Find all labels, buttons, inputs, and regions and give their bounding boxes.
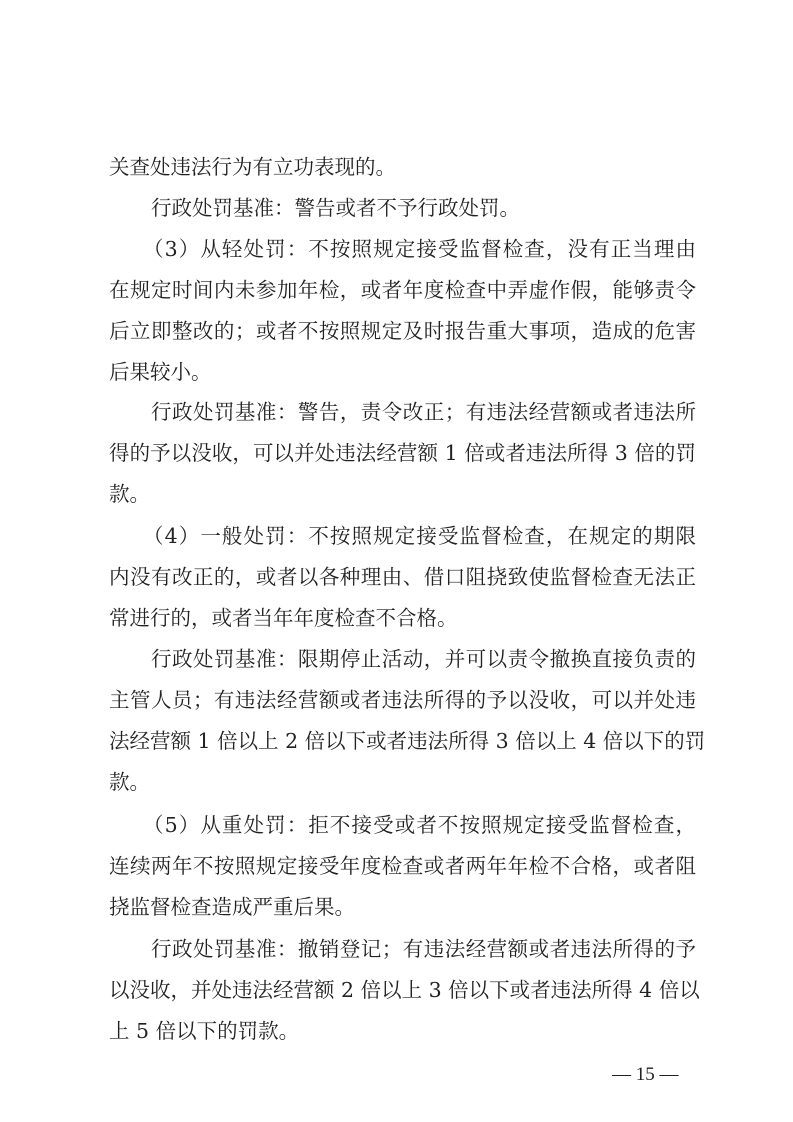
text-line: 行政处罚基准：警告或者不予行政处罚。: [151, 196, 520, 220]
text-line: 连续两年不按照规定接受年度检查或者两年年检不合格，或者阻: [109, 854, 696, 878]
text-line: 行政处罚基准：限期停止活动，并可以责令撤换直接负责的: [151, 647, 696, 671]
text-line: 行政处罚基准：撤销登记；有违法经营额或者违法所得的予: [151, 937, 696, 961]
text-line: 后果较小。: [109, 360, 212, 384]
text-line: 关查处违法行为有立功表现的。: [109, 155, 396, 179]
text-line: 常进行的，或者当年年度检查不合格。: [109, 606, 458, 630]
text-line: 款。: [109, 770, 150, 794]
text-line: 内没有改正的，或者以各种理由、借口阻挠致使监督检查无法正: [109, 565, 696, 589]
text-line: 行政处罚基准：警告，责令改正；有违法经营额或者违法所: [151, 400, 696, 424]
text-line: 款。: [109, 482, 150, 506]
text-line: 以没收，并处违法经营额 2 倍以上 3 倍以下或者违法所得 4 倍以: [109, 978, 700, 1002]
text-line: 在规定时间内未参加年检，或者年度检查中弄虚作假，能够责令: [109, 278, 696, 302]
text-line: （3）从轻处罚：不按照规定接受监督检查，没有正当理由: [143, 237, 696, 261]
text-line: （5）从重处罚：拒不接受或者不按照规定接受监督检查，: [143, 813, 696, 837]
text-line: 主管人员；有违法经营额或者违法所得的予以没收，可以并处违: [109, 688, 696, 712]
text-line: 法经营额 1 倍以上 2 倍以下或者违法所得 3 倍以上 4 倍以下的罚: [109, 729, 706, 753]
text-line: （4）一般处罚：不按照规定接受监督检查，在规定的期限: [143, 524, 696, 548]
text-line: 上 5 倍以下的罚款。: [109, 1019, 300, 1043]
text-line: 得的予以没收，可以并处违法经营额 1 倍或者违法所得 3 倍的罚: [109, 441, 696, 465]
text-line: 后立即整改的；或者不按照规定及时报告重大事项，造成的危害: [109, 319, 696, 343]
page-number: — 15 —: [612, 1064, 679, 1085]
text-line: 挠监督检查造成严重后果。: [109, 895, 355, 919]
